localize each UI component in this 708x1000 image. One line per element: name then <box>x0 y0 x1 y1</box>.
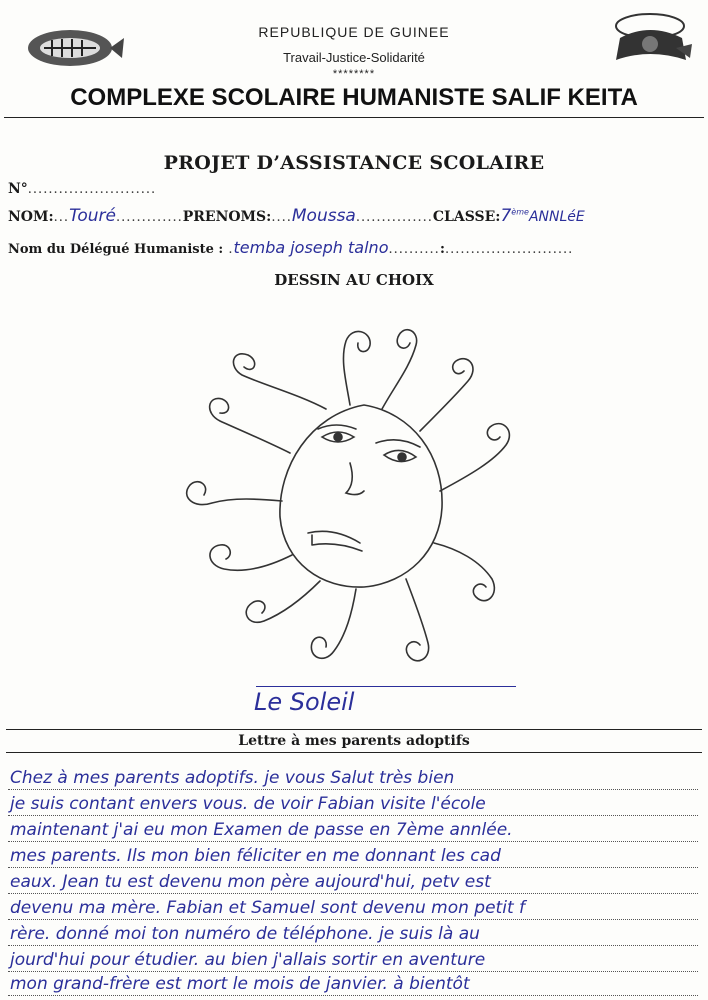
classe-value: 7 <box>500 206 512 226</box>
number-row <box>8 178 156 197</box>
letter-line-text: jourd'hui pour étudier. au bien j'allais sortir en aventure <box>10 950 486 970</box>
mouth <box>308 531 362 551</box>
sun-rays <box>187 330 510 661</box>
letter-line-text: Chez à mes parents adoptifs. je vous Salut très bien <box>10 768 455 788</box>
caption-rule <box>256 686 516 687</box>
letter-line-text: rère. donné moi ton numéro de téléphone. je suis là au <box>10 924 480 944</box>
header-rule <box>4 117 704 118</box>
nom-value: Touré <box>69 206 116 226</box>
letter-line-text: eaux. Jean tu est devenu mon père aujourd'hui, petv est <box>10 872 491 892</box>
classe-label: CLASSE: <box>432 209 501 225</box>
letter-line-text: devenu ma mère. Fabian et Samuel sont devenu mon petit f <box>10 898 525 918</box>
school-name: COMPLEXE SCOLAIRE HUMANISTE SALIF KEITA <box>70 84 638 111</box>
motto: Travail-Justice-Solidarité <box>283 50 425 65</box>
delegue-label: Nom du Délégué Humaniste : <box>8 242 224 257</box>
republic-header: REPUBLIQUE DE GUINEE <box>258 24 450 40</box>
number-label: N° <box>8 181 28 197</box>
sun-face <box>280 405 442 587</box>
delegue-row: Nom du Délégué Humaniste : .temba joseph talno..........:......................... <box>8 238 574 257</box>
nose <box>346 463 364 495</box>
prenoms-label: PRENOMS: <box>182 209 272 225</box>
classe-suffix: ANNLéE <box>528 209 585 225</box>
nom-label: NOM: <box>8 209 54 225</box>
prenoms-value: Moussa <box>291 206 356 226</box>
letter-line-text: mon grand-frère est mort le mois de janvier. à bientôt <box>10 974 470 994</box>
drawing-heading: DESSIN AU CHOIX <box>274 271 434 289</box>
sun-drawing <box>150 305 530 685</box>
letter-line-text: maintenant j'ai eu mon Examen de passe en 7ème annlée. <box>10 820 513 840</box>
form-title: PROJET D’ASSISTANCE SCOLAIRE <box>163 152 545 174</box>
identity-row: NOM:...Touré.............PRENOMS:....Moussa...............CLASSE:7èmeANNLéE <box>8 206 585 226</box>
stars-divider: ******** <box>332 68 376 80</box>
letter-heading: Lettre à mes parents adoptifs <box>6 729 702 753</box>
drawing-caption: Le Soleil <box>254 688 355 716</box>
letter-line <box>8 968 698 998</box>
number-dots: ......................... <box>27 182 157 197</box>
classe-sup: ème <box>511 207 529 217</box>
delegue-suffix: : <box>439 241 445 257</box>
letter-line-text: mes parents. Ils mon bien féliciter en me donnant les cad <box>10 846 501 866</box>
letter-line-text: je suis contant envers vous. de voir Fabian visite l'école <box>10 794 486 814</box>
delegue-value: temba joseph talno <box>233 238 389 257</box>
